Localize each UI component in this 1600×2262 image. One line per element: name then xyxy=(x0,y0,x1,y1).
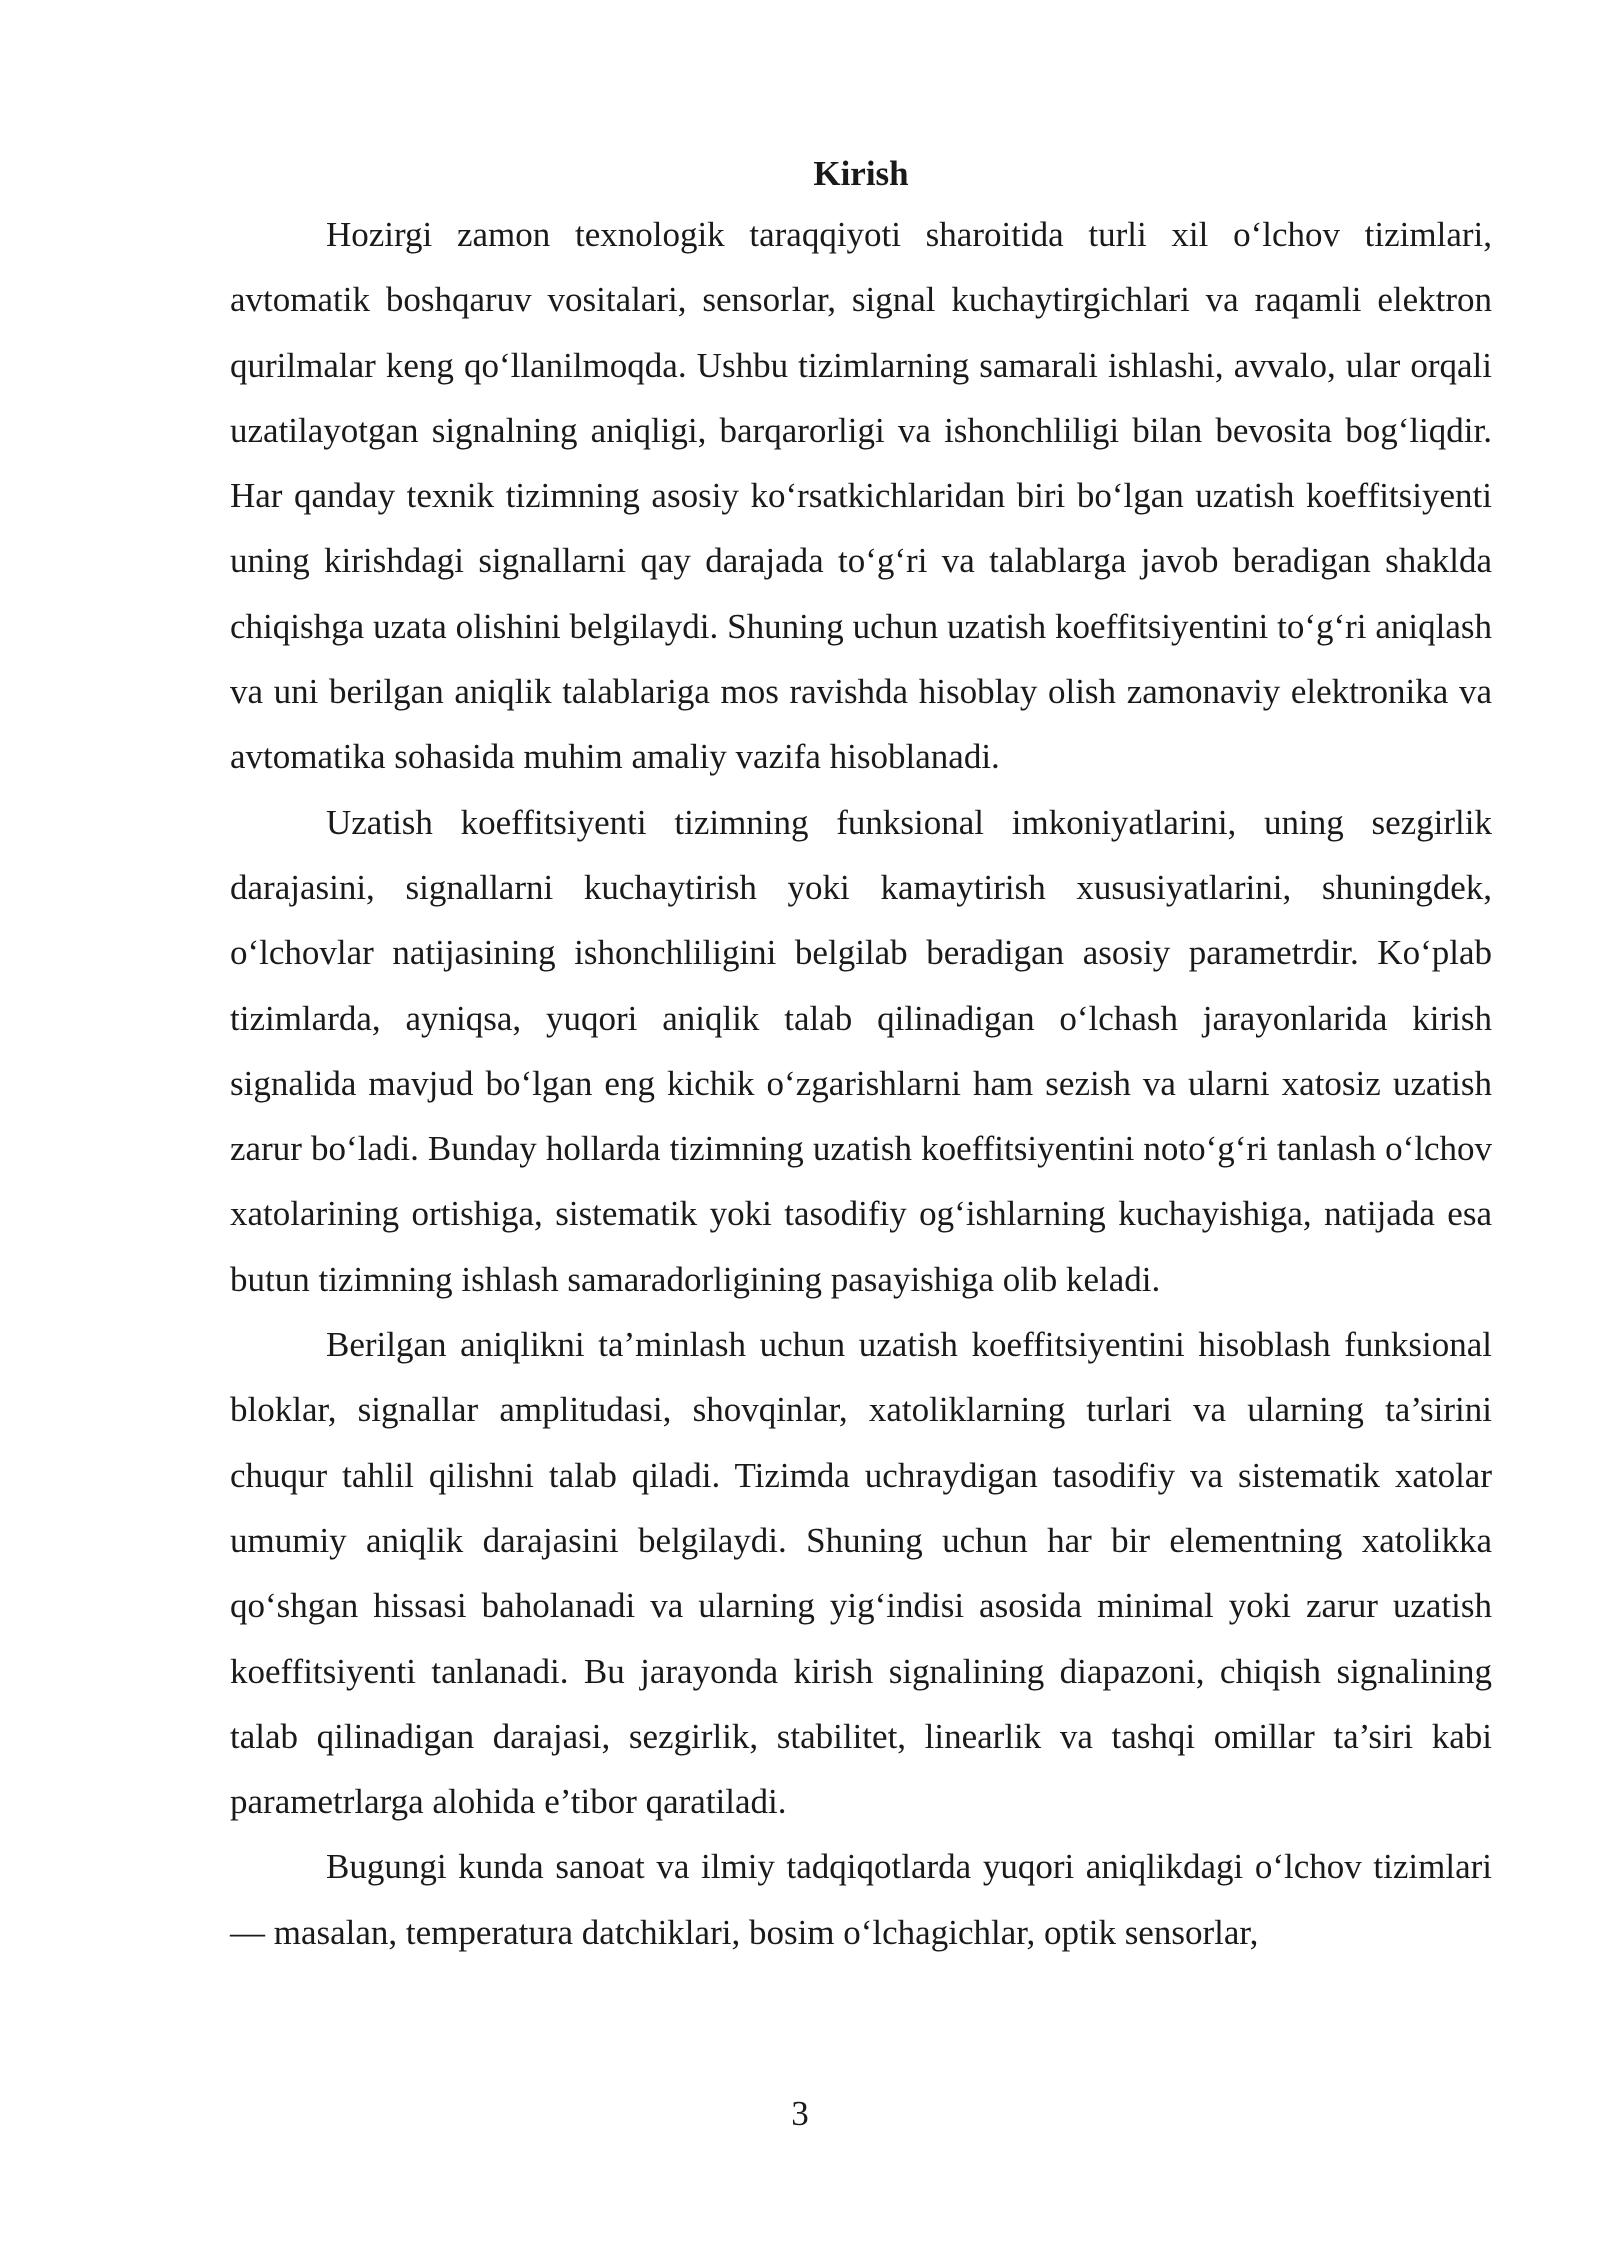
paragraph-2: Uzatish koeffitsiyenti tizimning funksional imkoniyatlarini, uning sezgirlik darajasini, signallarni kuchaytirish yoki kamaytirish xususiyatlarini, shuningdek, o‘lchovlar natijasining ishonchliligini belgilab beradigan asosiy parametrdir. Ko‘plab tizimlarda, ayniqsa, yuqori aniqlik talab qilinadigan o‘lchash jarayonlarida kirish signalida mavjud bo‘lgan eng kichik o‘zgarishlarni ham sezish va ularni xatosiz uzatish zarur bo‘ladi. Bunday hollarda tizimning uzatish koeffitsiyentini noto‘g‘ri tanlash o‘lchov xatolarining ortishiga, sistematik yoki tasodifiy og‘ishlarning kuchayishiga, natijada esa butun tizimning ishlash samaradorligining pasayishiga olib keladi. xyxy=(230,802,1492,1299)
section-title: Kirish xyxy=(813,154,909,193)
page-content xyxy=(230,150,1492,1965)
paragraph-3: Berilgan aniqlikni ta’minlash uchun uzatish koeffitsiyentini hisoblash funksional bloklar, signallar amplitudasi, shovqinlar, xatoliklarning turlari va ularning ta’sirini chuqur tahlil qilishni talab qiladi. Tizimda uchraydigan tasodifiy va sistematik xatolar umumiy aniqlik darajasini belgilaydi. Shuning uchun har bir elementning xatolikka qo‘shgan hissasi baholanadi va ularning yig‘indisi asosida minimal yoki zarur uzatish koeffitsiyenti tanlanadi. Bu jarayonda kirish signalining diapazoni, chiqish signalining talab qilinadigan darajasi, sezgirlik, stabilitet, linearlik va tashqi omillar ta’siri kabi parametrlarga alohida e’tibor qaratiladi. xyxy=(230,1325,1492,1822)
paragraph-4: Bugungi kunda sanoat va ilmiy tadqiqotlarda yuqori aniqlikdagi o‘lchov tizimlari — masalan, temperatura datchiklari, bosim o‘lchagichlar, optik sensorlar, xyxy=(230,1847,1492,1952)
paragraph-1: Hozirgi zamon texnologik taraqqiyoti sharoitida turli xil o‘lchov tizimlari, avtomatik boshqaruv vositalari, sensorlar, signal kuchaytirgichlari va raqamli elektron qurilmalar keng qo‘llanilmoqda. Ushbu tizimlarning samarali ishlashi, avvalo, ular orqali uzatilayotgan signalning aniqligi, barqarorligi va ishonchliligi bilan bevosita bog‘liqdir. Har qanday texnik tizimning asosiy ko‘rsatkichlaridan biri bo‘lgan uzatish koeffitsiyenti uning kirishdagi signallarni qay darajada to‘g‘ri va talablarga javob beradigan shaklda chiqishga uzata olishini belgilaydi. Shuning uchun uzatish koeffitsiyentini to‘g‘ri aniqlash va uni berilgan aniqlik talablariga mos ravishda hisoblay olish zamonaviy elektronika va avtomatika sohasida muhim amaliy vazifa hisoblanadi. xyxy=(230,215,1492,777)
page-number: 3 xyxy=(791,2094,809,2133)
